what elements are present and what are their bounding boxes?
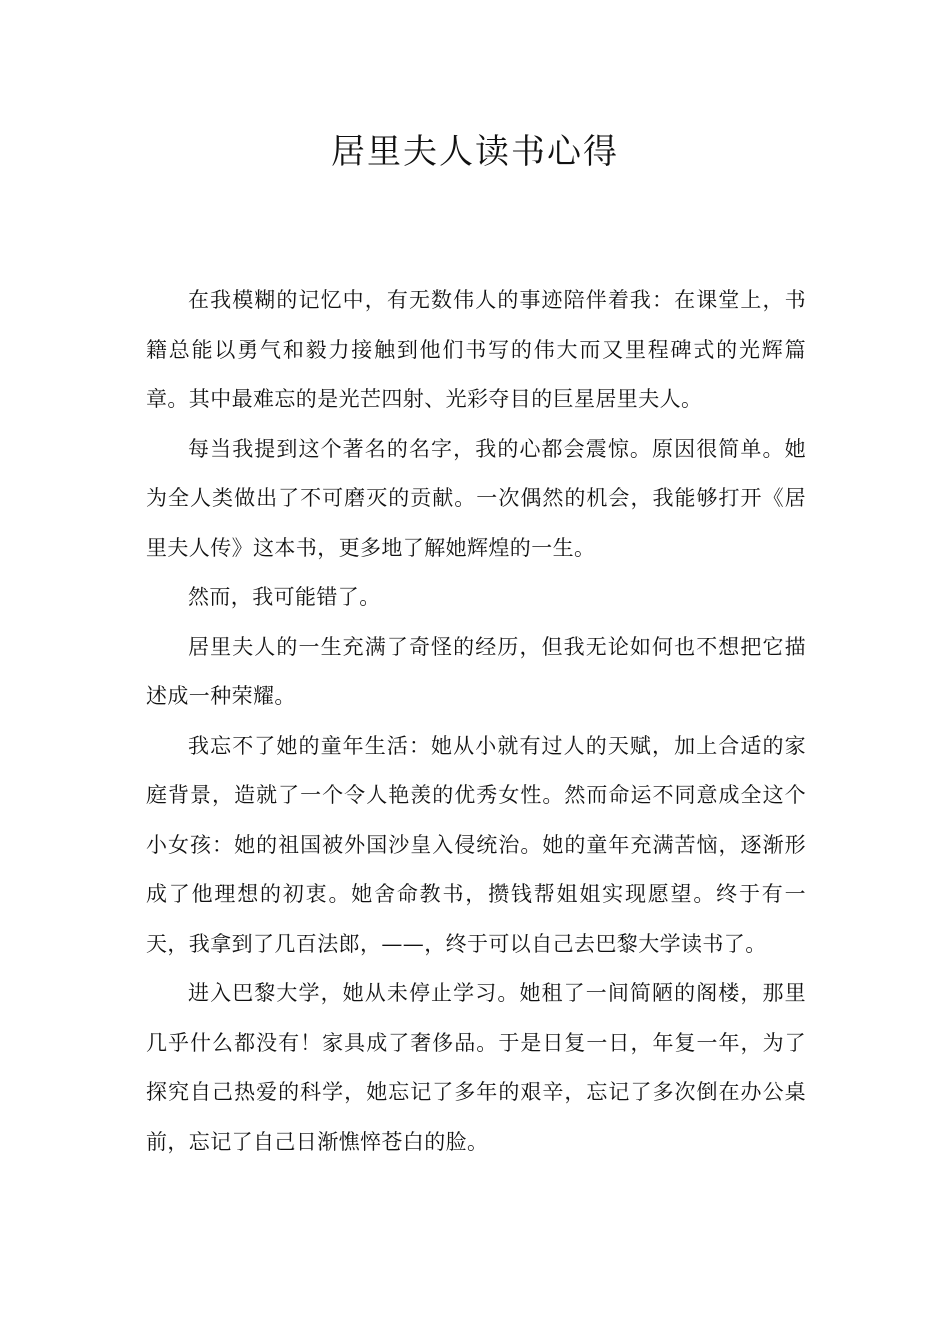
paragraph-6: 进入巴黎大学，她从未停止学习。她租了一间简陋的阁楼，那里几乎什么都没有！家具成了奢侈品。于是日复一日，年复一年，为了探究自己热爱的科学，她忘记了多年的艰辛，忘记了多次倒在办公桌前，忘记了自己日渐憔悴苍白的脸。: [146, 981, 806, 1154]
paragraph-4: 居里夫人的一生充满了奇怪的经历，但我无论如何也不想把它描述成一种荣耀。: [146, 634, 806, 708]
paragraph-2: 每当我提到这个著名的名字，我的心都会震惊。原因很简单。她为全人类做出了不可磨灭的贡献。一次偶然的机会，我能够打开《居里夫人传》这本书，更多地了解她辉煌的一生。: [146, 436, 806, 560]
paragraph-1: 在我模糊的记忆中，有无数伟人的事迹陪伴着我：在课堂上，书籍总能以勇气和毅力接触到他们书写的伟大而又里程碑式的光辉篇章。其中最难忘的是光芒四射、光彩夺目的巨星居里夫人。: [146, 288, 806, 411]
paragraph-3: 然而，我可能错了。: [188, 585, 381, 609]
document-title: 居里夫人读书心得: [331, 132, 619, 172]
paragraph-5: 我忘不了她的童年生活：她从小就有过人的天赋，加上合适的家庭背景，造就了一个令人艳羡的优秀女性。然而命运不同意成全这个小女孩：她的祖国被外国沙皇入侵统治。她的童年充满苦恼，逐渐形成了他理想的初衷。她舍命教书，攒钱帮姐姐实现愿望。终于有一天，我拿到了几百法郎，——，终于可以自己去巴黎大学读书了。: [146, 733, 806, 956]
document-body: [146, 276, 806, 1167]
